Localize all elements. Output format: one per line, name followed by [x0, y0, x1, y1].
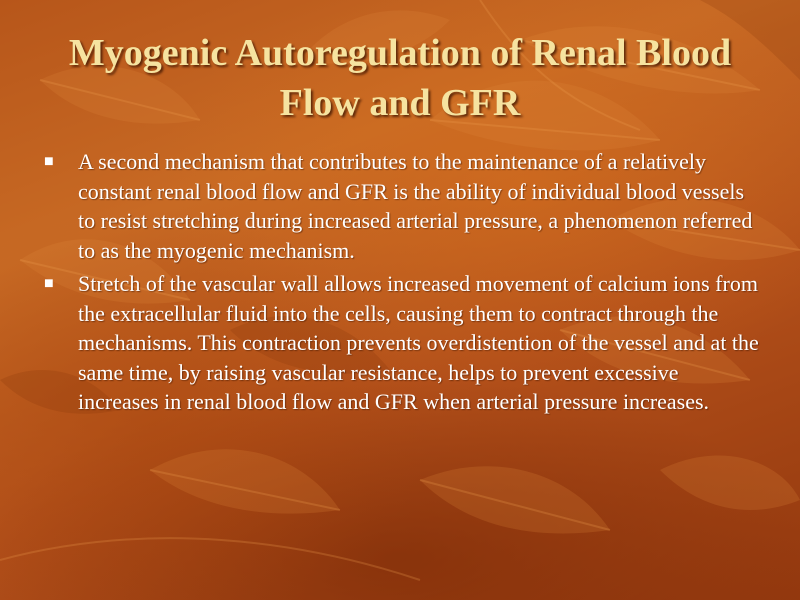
slide-title: Myogenic Autoregulation of Renal Blood Flow and GFR — [68, 32, 732, 124]
square-bullet-icon: ■ — [44, 275, 54, 292]
bullet-text: Stretch of the vascular wall allows increased movement of calcium ions from the extracellular fluid into the cells, causing them to contract through the mechanisms. This contraction prevents overdistention of the vessel and at the same time, by raising vascular resistance, helps to prevent excessive increases in renal blood flow and GFR when arterial pressure increases. — [78, 271, 759, 414]
bullet-item — [44, 269, 760, 417]
bullet-item — [44, 147, 760, 265]
square-bullet-icon: ■ — [44, 153, 54, 170]
bullet-text: A second mechanism that contributes to the maintenance of a relatively constant renal blood flow and GFR is the ability of individual blood vessels to resist stretching during increased arterial pressure, a phenomenon referred to as the myogenic mechanism. — [78, 149, 753, 263]
bullet-list — [44, 147, 760, 421]
